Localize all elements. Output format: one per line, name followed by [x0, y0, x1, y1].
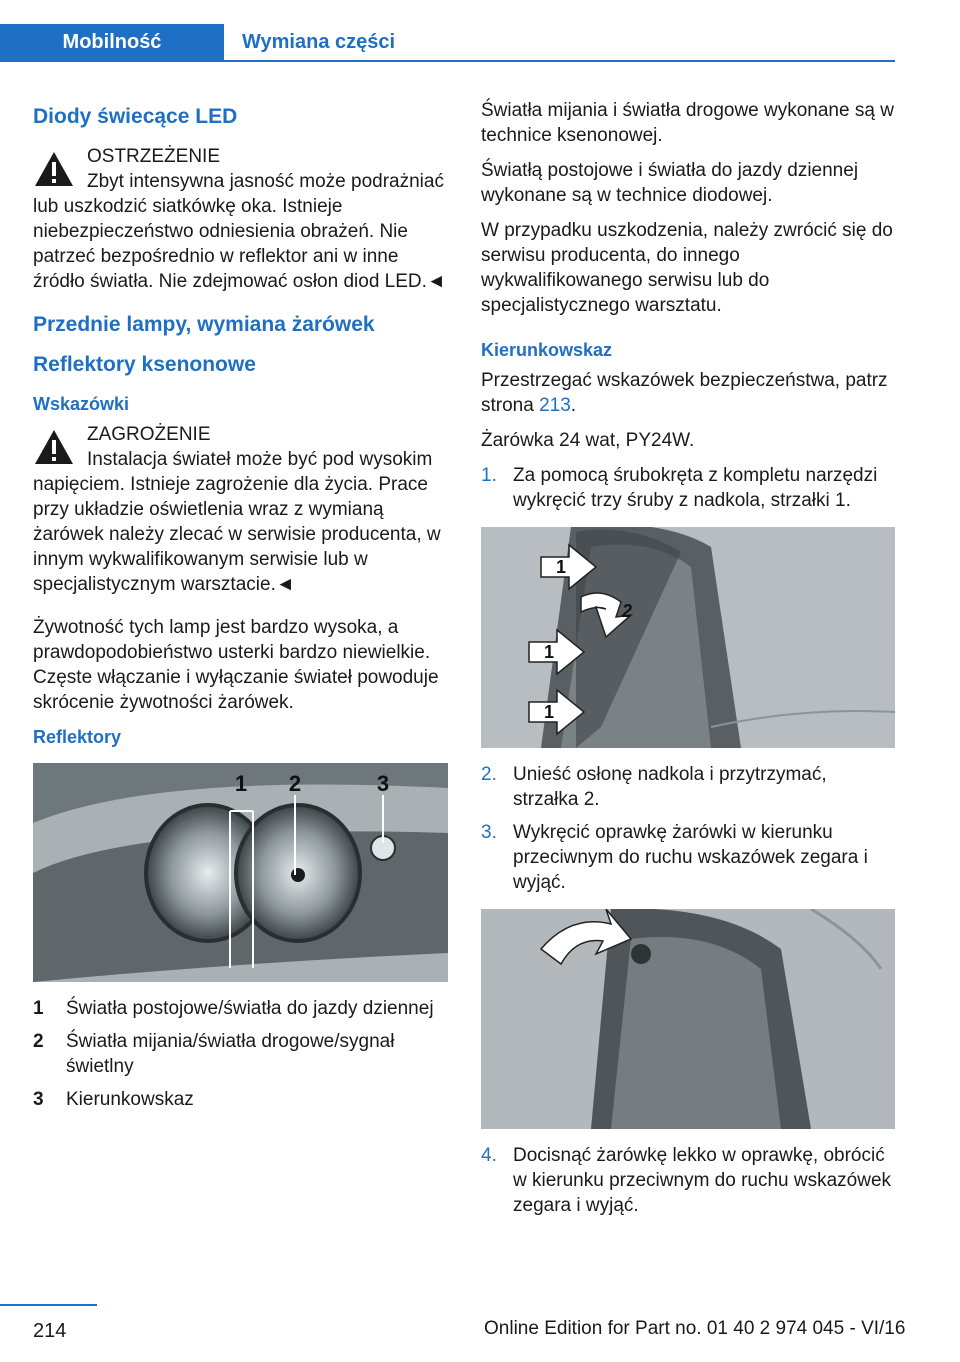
warning-text: Zbyt intensywna jasność może podrażniać lub uszkodzić siatkówkę oka. Istnieje niebezpieczeństwo odniesienia obrażeń. Nie patrzeć bezpośrednio w reflektor ani w inne źródło światła. Nie zdejmować osłon diod LED.◄: [33, 171, 446, 292]
legend-item: [33, 996, 448, 1021]
step-number: 1.: [481, 465, 497, 486]
notes-title: Wskazówki: [33, 394, 130, 414]
page-link[interactable]: 213: [539, 395, 571, 416]
legend-text: Kierunkowskaz: [66, 1089, 194, 1110]
figure-legend: [33, 996, 448, 1112]
turn-signal-title: Kierunkowskaz: [481, 340, 613, 360]
legend-number: 1: [33, 998, 44, 1019]
figure-label-2: 2: [288, 771, 302, 796]
wheel-label-1c: 1: [543, 702, 555, 722]
reflectors-title: Reflektory: [33, 727, 122, 747]
diode-paragraph: Światłą postojowe i światła do jazdy dziennej wykonane są w technice diodowej.: [481, 160, 859, 206]
step-number: 2.: [481, 764, 497, 785]
step-text: Za pomocą śrubokręta z kompletu narzędzi wykręcić trzy śruby z nadkola, strzałki 1.: [513, 465, 878, 511]
edition-info: Online Edition for Part no. 01 40 2 974 045 - VI/16: [484, 1318, 906, 1339]
headlight-figure: [33, 763, 448, 982]
left-column: [33, 98, 448, 1120]
wheel-label-1a: 1: [555, 557, 567, 577]
step-text: Unieść osłonę nadkola i przytrzymać, strzałka 2.: [513, 764, 827, 810]
safety-end: .: [570, 395, 577, 416]
figure-label-3: 3: [376, 771, 390, 796]
danger-text: Instalacja świateł może być pod wysokim napięciem. Istnieje zagrożenie dla życia. Prace przy układzie oświetlenia wraz z wymianą żarówek należy zlecać w serwisie producenta, w innym wykwalifikowanym serwisie lub w specjalistycznym warsztacie.◄: [33, 449, 441, 595]
bulb-paragraph: Żarówka 24 wat, PY24W.: [481, 430, 695, 451]
headlight-illustration: [33, 763, 448, 982]
step-number: 3.: [481, 822, 497, 843]
footer-divider: [0, 1304, 97, 1306]
xenon-paragraph: Światła mijania i światła drogowe wykonane są w technice ksenonowej.: [481, 100, 894, 146]
bulb-holder-figure: [481, 909, 895, 1129]
step-item: [481, 820, 895, 895]
step-text: Wykręcić oprawkę żarówki w kierunku przeciwnym do ruchu wskazówek zegara i wyjąć.: [513, 822, 868, 893]
steps-list: [481, 463, 895, 513]
page-header: [0, 0, 895, 62]
step-text: Docisnąć żarówkę lekko w oprawkę, obrócić w kierunku przeciwnym do ruchu wskazówek zegara i wyjąć.: [513, 1145, 892, 1216]
step-item: [481, 762, 895, 812]
page-number: 214: [33, 1320, 67, 1342]
danger-icon: [33, 428, 75, 466]
section-tab[interactable]: Wymiana części: [242, 30, 396, 53]
legend-item: [33, 1029, 448, 1079]
steps-list: [481, 762, 895, 895]
legend-item: [33, 1087, 448, 1112]
subsection-title: Reflektory ksenonowe: [33, 353, 256, 376]
legend-number: 2: [33, 1031, 44, 1052]
steps-list: [481, 1143, 895, 1218]
warning-title: OSTRZEŻENIE: [87, 146, 221, 167]
warning-icon: [33, 150, 75, 188]
bulb-holder-illustration: [481, 909, 895, 1129]
led-title: Diody świecące LED: [33, 105, 238, 128]
figure-label-1: 1: [234, 771, 248, 796]
chapter-tab[interactable]: Mobilność: [0, 24, 224, 60]
wheel-label-1b: 1: [543, 642, 555, 662]
header-divider: [0, 60, 895, 62]
legend-text: Światła postojowe/światła do jazdy dziennej: [66, 998, 434, 1019]
step-item: [481, 463, 895, 513]
section-title: Przednie lampy, wymiana żarówek: [33, 313, 375, 336]
right-column: [481, 98, 895, 1226]
service-paragraph: W przypadku uszkodzenia, należy zwrócić się do serwisu producenta, do innego wykwalifikowanego serwisu lub do specjalistycznego warsztatu.: [481, 220, 893, 316]
legend-number: 3: [33, 1089, 44, 1110]
danger-title: ZAGROŻENIE: [87, 424, 211, 445]
warning-box: [33, 144, 448, 294]
wheel-arch-illustration: [481, 527, 895, 748]
safety-paragraph: [481, 368, 895, 418]
wheel-label-2: 2: [621, 601, 633, 621]
wheel-arch-figure: [481, 527, 895, 748]
step-item: [481, 1143, 895, 1218]
lifetime-paragraph: Żywotność tych lamp jest bardzo wysoka, a prawdopodobieństwo usterki bardzo niewielkie. Częste włączanie i wyłączanie świateł powoduje skrócenie żywotności żarówek.: [33, 617, 439, 713]
legend-text: Światła mijania/światła drogowe/sygnał świetlny: [66, 1031, 395, 1077]
step-number: 4.: [481, 1145, 497, 1166]
danger-box: [33, 422, 448, 597]
safety-text: Przestrzegać wskazówek bezpieczeństwa, patrz strona: [481, 370, 888, 416]
